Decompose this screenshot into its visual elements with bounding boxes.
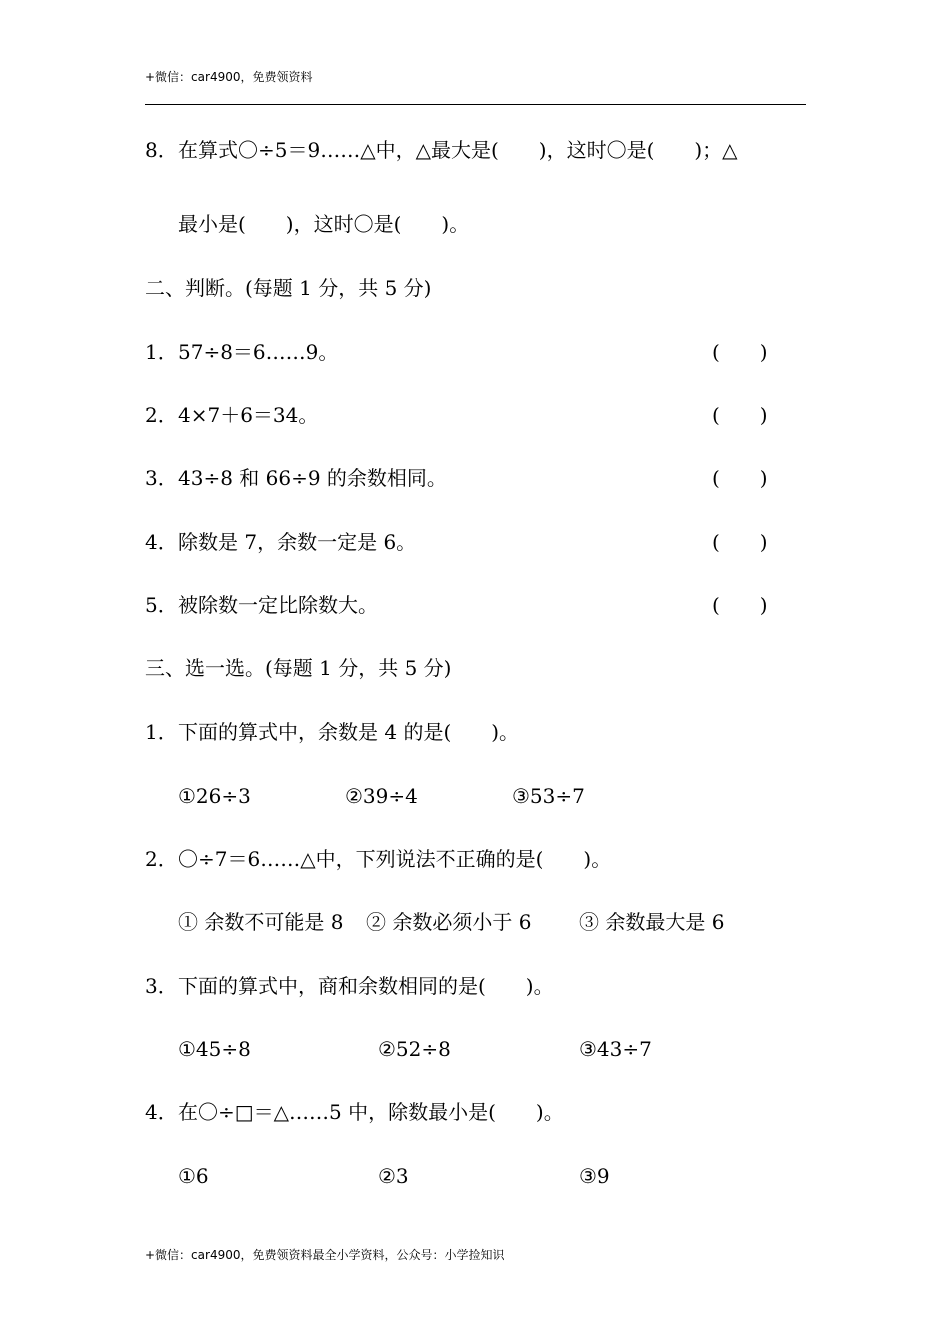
question-number: 8． [145, 138, 178, 162]
question-text: 被除数一定比除数大。 [178, 593, 378, 617]
section-title-choose: 三、选一选。(每题 1 分，共 5 分) [145, 656, 452, 680]
choose-item-4 [145, 1100, 564, 1124]
question-text: 43÷8 和 66÷9 的余数相同。 [178, 466, 447, 490]
choose-2-option-2[interactable]: ② 余数必须小于 6 [366, 910, 532, 934]
question-text: 下面的算式中，余数是 4 的是( )。 [178, 720, 520, 744]
judge-item-4 [145, 530, 416, 554]
page-header-text: +微信：car4900，免费领资料 [145, 70, 313, 84]
answer-box[interactable]: ( ) [712, 403, 768, 427]
question-number: 1． [145, 340, 178, 364]
answer-box[interactable]: ( ) [712, 530, 768, 554]
question-number: 1． [145, 720, 178, 744]
question-text: 下面的算式中，商和余数相同的是( )。 [178, 974, 554, 998]
question-number: 4． [145, 1100, 178, 1124]
question-text: 〇÷7＝6……△中，下列说法不正确的是( )。 [178, 847, 612, 871]
question-text: 57÷8＝6……9。 [178, 340, 339, 364]
question-number: 5． [145, 593, 178, 617]
question-number: 2． [145, 403, 178, 427]
question-text: 4×7＋6＝34。 [178, 403, 319, 427]
question-text: 在算式〇÷5＝9……△中，△最大是( )，这时〇是( )；△ [178, 138, 738, 162]
choose-2-option-3[interactable]: ③ 余数最大是 6 [579, 910, 725, 934]
answer-box[interactable]: ( ) [712, 593, 768, 617]
choose-item-1 [145, 720, 519, 744]
judge-item-2 [145, 403, 318, 427]
section-title-judge: 二、判断。(每题 1 分，共 5 分) [145, 276, 432, 300]
choose-item-2 [145, 847, 611, 871]
choose-3-option-1[interactable]: ①45÷8 [178, 1037, 251, 1061]
question-number: 3． [145, 974, 178, 998]
page-footer-text: +微信：car4900，免费领资料最全小学资料，公众号：小学捡知识 [145, 1248, 505, 1262]
header-divider [145, 104, 806, 105]
choose-3-option-3[interactable]: ③43÷7 [579, 1037, 652, 1061]
question-8-line-2: 最小是( )，这时〇是( )。 [178, 212, 470, 236]
question-text: 在〇÷□＝△……5 中，除数最小是( )。 [178, 1100, 564, 1124]
choose-1-option-2[interactable]: ②39÷4 [345, 784, 418, 808]
judge-item-5 [145, 593, 378, 617]
answer-box[interactable]: ( ) [712, 466, 768, 490]
judge-item-3 [145, 466, 447, 490]
answer-box[interactable]: ( ) [712, 340, 768, 364]
choose-3-option-2[interactable]: ②52÷8 [378, 1037, 451, 1061]
question-8-line-1 [145, 138, 738, 162]
question-number: 2． [145, 847, 178, 871]
choose-4-option-3[interactable]: ③9 [579, 1164, 610, 1188]
choose-4-option-2[interactable]: ②3 [378, 1164, 409, 1188]
choose-1-option-1[interactable]: ①26÷3 [178, 784, 251, 808]
question-text: 除数是 7，余数一定是 6。 [178, 530, 417, 554]
choose-4-option-1[interactable]: ①6 [178, 1164, 209, 1188]
choose-2-option-1[interactable]: ① 余数不可能是 8 [178, 910, 344, 934]
choose-1-option-3[interactable]: ③53÷7 [512, 784, 585, 808]
judge-item-1 [145, 340, 338, 364]
choose-item-3 [145, 974, 554, 998]
question-number: 3． [145, 466, 178, 490]
question-number: 4． [145, 530, 178, 554]
